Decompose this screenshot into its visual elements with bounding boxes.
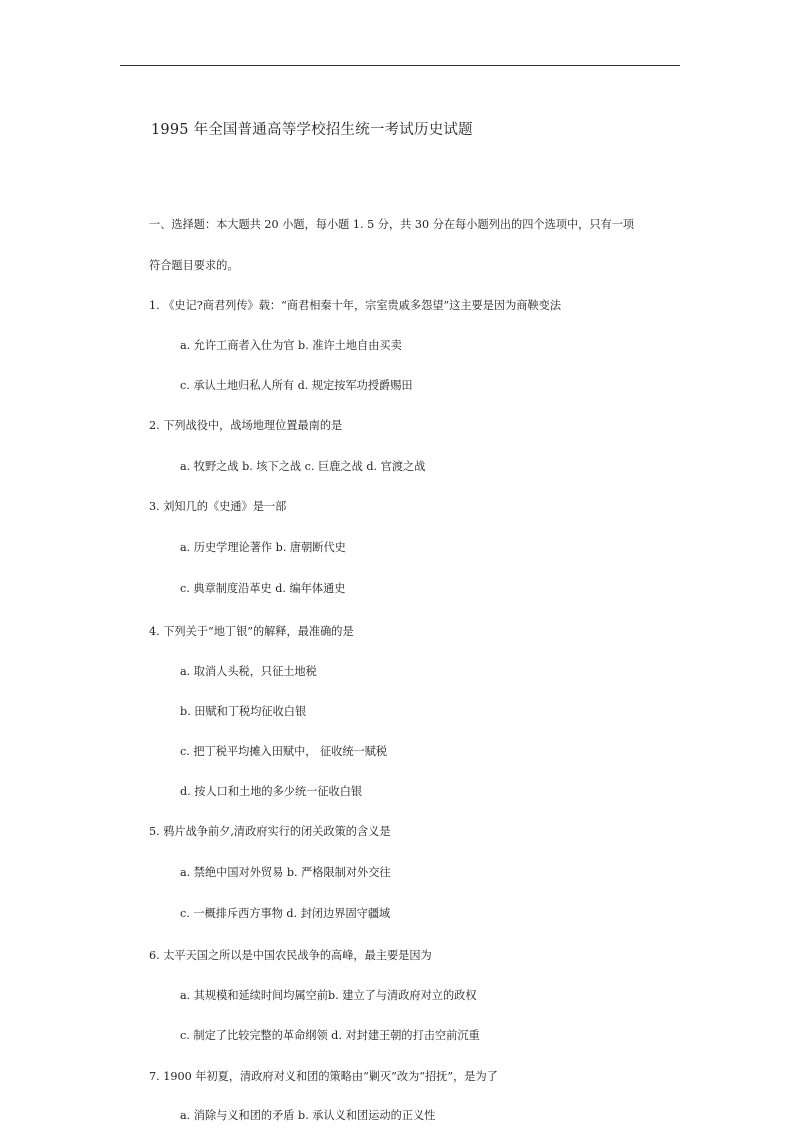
question-option: a. 牧野之战 b. 垓下之战 c. 巨鹿之战 d. 官渡之战 [180,460,426,473]
question-stem: 2. 下列战役中，战场地理位置最南的是 [149,419,343,432]
question-stem: 5. 鸦片战争前夕,清政府实行的闭关政策的含义是 [149,825,391,838]
question-stem: 4. 下列关于“地丁银”的解释，最准确的是 [149,625,354,638]
section-intro-line-1: 一、选择题：本大题共 20 小题，每小题 1. 5 分，共 30 分在每小题列出的四个选项中，只有一项 [149,218,635,231]
question-option: a. 消除与义和团的矛盾 b. 承认义和团运动的正义性 [180,1109,436,1122]
question-option: a. 允许工商者入仕为官 b. 准许土地自由买卖 [180,339,402,352]
question-option: d. 按人口和土地的多少统一征收白银 [180,785,363,798]
top-rule [120,65,680,66]
question-option: b. 田赋和丁税均征收白银 [180,705,307,718]
question-option: a. 其规模和延续时间均属空前b. 建立了与清政府对立的政权 [180,989,477,1002]
question-stem: 1. 《史记?商君列传》载：“商君相秦十年，宗室贵戚多怨望”这主要是因为商鞅变法 [149,299,562,312]
question-option: a. 历史学理论著作 b. 唐朝断代史 [180,541,346,554]
question-stem: 7. 1900 年初夏，清政府对义和团的策略由“剿灭”改为“招抚”，是为了 [149,1070,498,1083]
document-title: 1995 年全国普通高等学校招生统一考试历史试题 [151,122,473,138]
question-option: c. 制定了比较完整的革命纲领 d. 对封建王朝的打击空前沉重 [180,1029,480,1042]
question-option: c. 承认土地归私人所有 d. 规定按军功授爵赐田 [180,379,413,392]
question-stem: 3. 刘知几的《史通》是一部 [149,500,287,513]
question-option: c. 典章制度沿革史 d. 编年体通史 [180,582,346,595]
question-option: a. 禁绝中国对外贸易 b. 严格限制对外交往 [180,866,391,879]
question-option: c. 把丁税平均摊入田赋中， 征收统一赋税 [180,745,388,758]
question-option: a. 取消人头税，只征土地税 [180,665,317,678]
question-option: c. 一概排斥西方事物 d. 封闭边界固守疆域 [180,907,391,920]
question-stem: 6. 太平天国之所以是中国农民战争的高峰，最主要是因为 [149,949,432,962]
section-intro-line-2: 符合题目要求的。 [149,259,239,272]
